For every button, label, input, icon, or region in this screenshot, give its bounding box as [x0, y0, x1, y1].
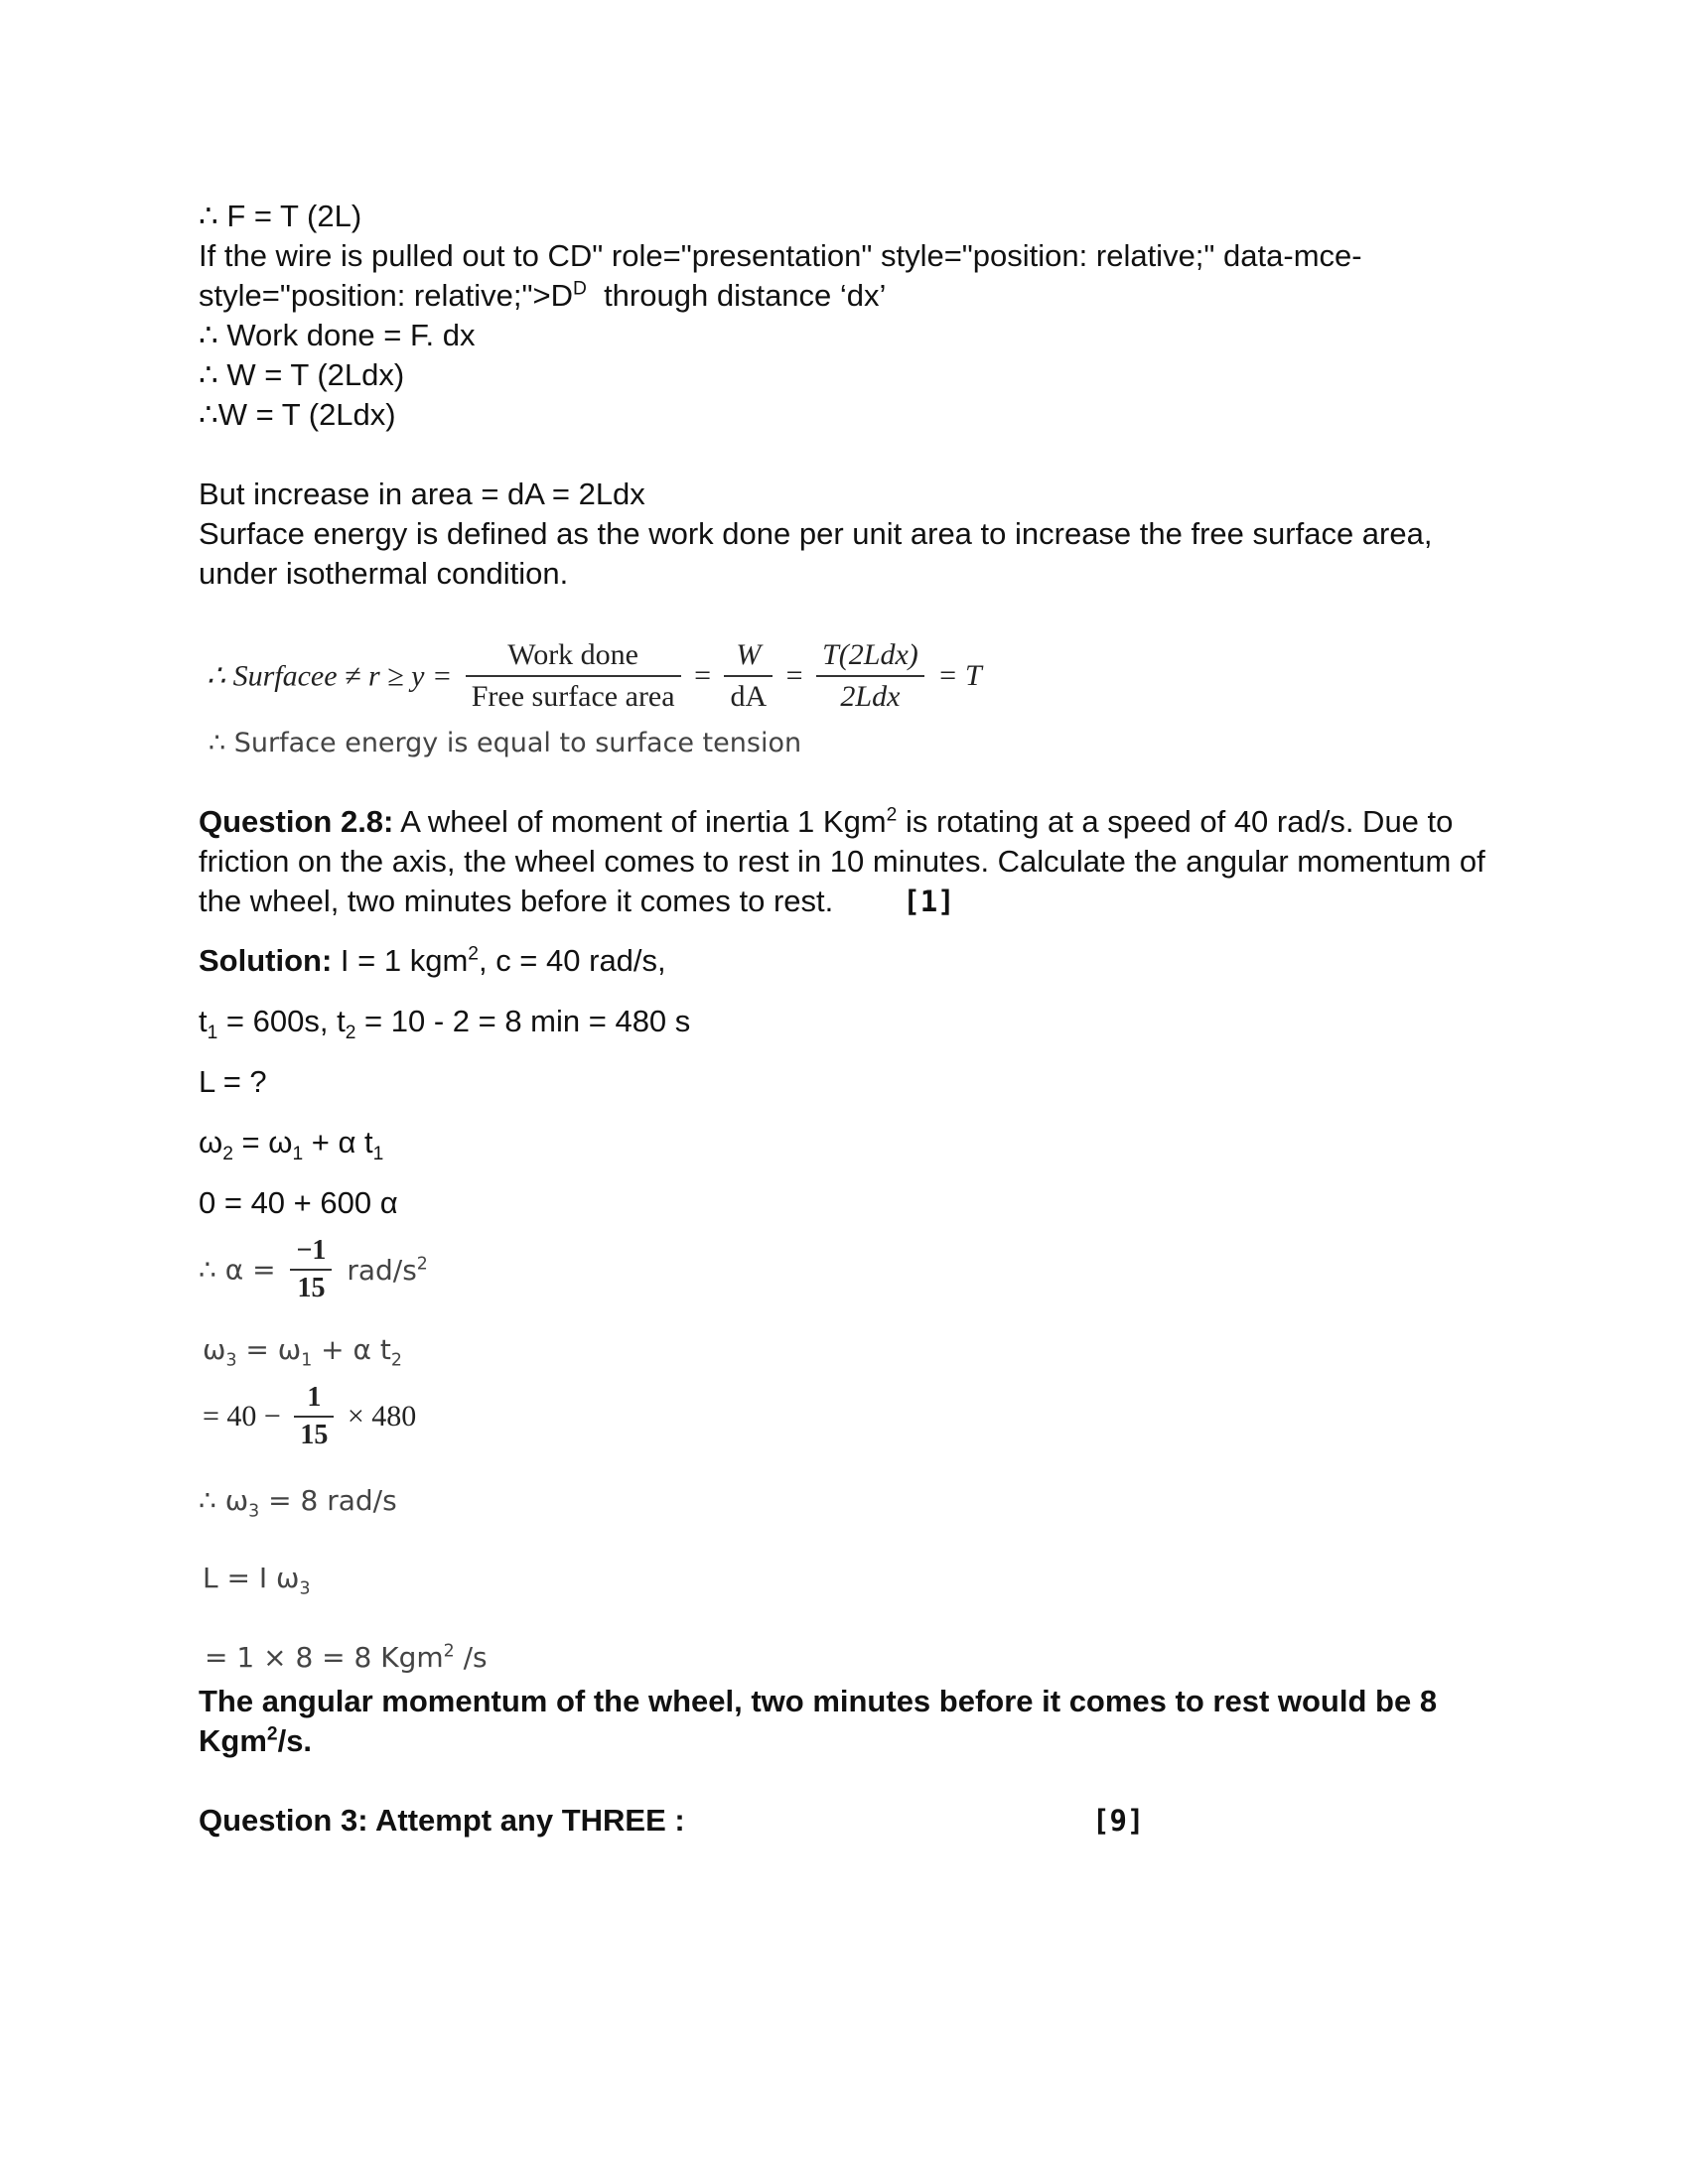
solution-line: L = ?: [199, 1064, 267, 1099]
angular-momentum-result: = 1 × 8 = 8 Kgm$^2$ /s: [205, 1641, 488, 1674]
omega3-calculation: = 40 − $\frac{1}{15}$ × 480: [203, 1382, 417, 1450]
solution-label: Solution:: [199, 943, 333, 978]
solution-line: $\omega_2 = \omega_1 + \alpha$ $t_1$: [199, 1125, 384, 1165]
omega3-result: ∴ $\omega_3 = 8$ rad/s: [199, 1484, 397, 1522]
surface-energy-equation: ∴ Surfacee ≠ r ≥ y = $\frac{\text{Work done}}{\text{Free surface area}}$ = $\frac{W}{dA}$ = $\frac{\text{T(2Ldx)}}{\text{2Ldx}}$ = T: [207, 635, 1489, 725]
text-line: ∴W = T (2Ldx): [199, 397, 396, 432]
definition-paragraph: Surface energy is defined as the work done per unit area to increase the free surface area, under isothermal condition.: [199, 516, 1433, 591]
text-line: ∴ W = T (2Ldx): [199, 357, 405, 392]
text-line: But increase in area = dA = 2Ldx: [199, 477, 645, 511]
question-2-8: Question 2.8: A wheel of moment of inertia 1 Kgm$^2$ is rotating at a speed of 40 rad/s. Due to friction on the axis, the wheel comes to rest in 10 minutes. Calculate the angular momentum of the wheel, two minutes before it comes to rest. [1]: [199, 804, 1485, 918]
w-over-da-fraction: $\frac{W}{dA}$: [724, 635, 773, 717]
alpha-equation: ∴ α = $\frac{-1}{15}$ rad/$s^2$: [199, 1235, 428, 1303]
solution-line: 0 = 40 + 600 α: [199, 1185, 398, 1220]
question-3: [199, 1801, 1489, 1841]
text-line: If the wire is pulled out to CD" role="presentation" style="position: relative;" data-mce-: [199, 238, 1362, 273]
document-page: [199, 197, 1489, 1841]
omega3-equation: $\omega_3 = \omega_1 + \alpha$ $t_2$: [203, 1333, 402, 1371]
text-line: ∴ Work done = F. dx: [199, 318, 476, 352]
marks-badge: [1]: [903, 885, 955, 918]
equation-note: ∴ Surface energy is equal to surface tension: [209, 728, 802, 758]
marks-badge: [9]: [1092, 1804, 1145, 1838]
solution-line: $t_1 = 600s$, $t_2 = 10 - 2 = 8$ min = 480 s: [199, 1004, 691, 1044]
text-line: ∴ F = T (2L): [199, 199, 362, 233]
work-over-area-fraction: $\frac{\text{Work done}}{\text{Free surface area}}$: [466, 635, 681, 717]
text-line: style="position: $relative;">D^D$ through distance ‘dx’: [199, 278, 887, 313]
solution-line: Solution: I = 1 kgm$^2$, c = 40 rad/s,: [199, 943, 666, 978]
question-label: Question 2.8:: [199, 804, 394, 839]
conclusion-paragraph: The angular momentum of the wheel, two minutes before it comes to rest would be 8 Kgm$^2$/s.: [199, 1684, 1438, 1758]
t2ldx-fraction: $\frac{\text{T(2Ldx)}}{\text{2Ldx}}$: [816, 635, 924, 717]
angular-momentum-formula: L = I $\omega_3$: [203, 1562, 311, 1599]
question-label: Question 3: Attempt any THREE :: [199, 1803, 685, 1838]
